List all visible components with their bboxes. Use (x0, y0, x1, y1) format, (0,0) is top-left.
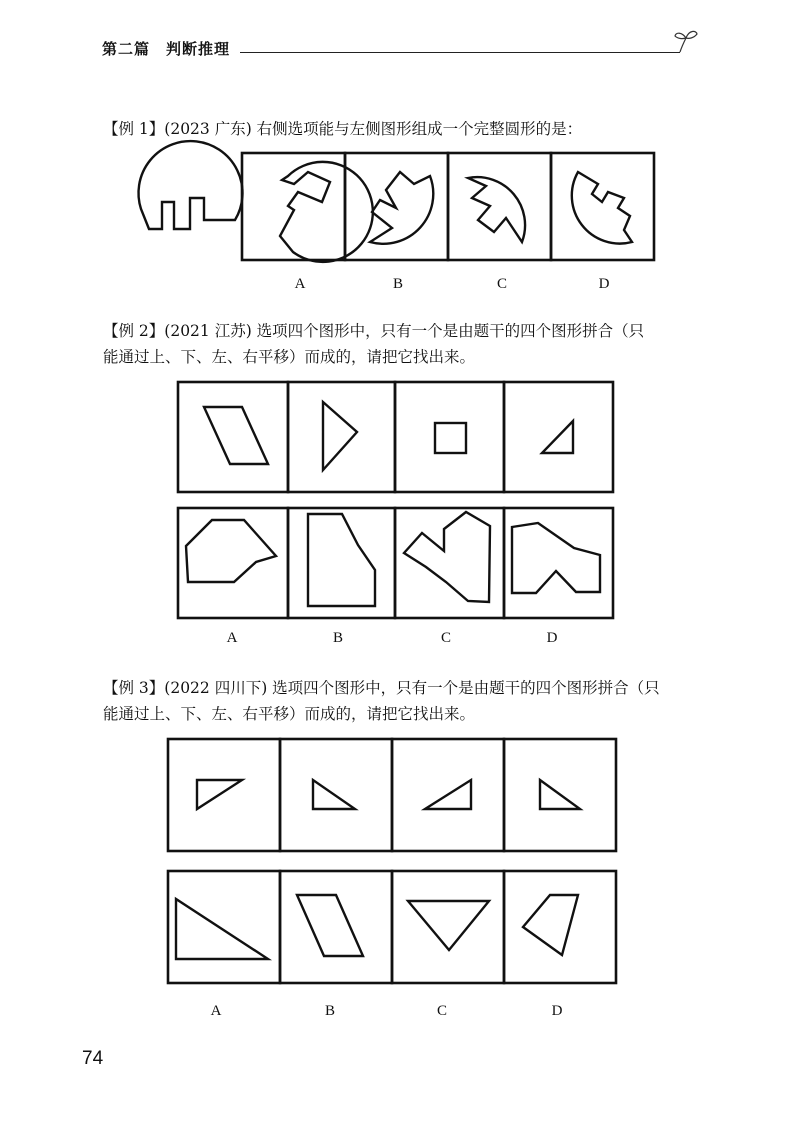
example-2-label-d: D (546, 630, 558, 646)
example-1-stem-shape (139, 141, 243, 229)
example-3-stem-triangle-2 (313, 780, 355, 809)
example-3-option-c-shape (408, 901, 489, 950)
example-2-stem-small-triangle (542, 421, 573, 453)
example-2-stem-triangle (323, 402, 357, 470)
example-3-label-c: C (436, 1003, 447, 1019)
example-3-stem-box-1 (168, 739, 280, 851)
example-2-stem-box-2 (288, 382, 395, 492)
example-2-label-b: B (332, 630, 343, 646)
example-3-option-box-d (504, 871, 616, 983)
example-1-option-box-d (551, 153, 654, 260)
example-2-stem-parallelogram (204, 407, 268, 464)
example-2-option-a-shape (186, 520, 276, 582)
header-rule (240, 52, 680, 53)
example-1-label-b: B (392, 276, 403, 292)
example-2-label-c: C (440, 630, 451, 646)
example-1-option-box-c (448, 153, 551, 260)
example-3-option-box-b (280, 871, 392, 983)
example-2-option-box-d (504, 508, 613, 618)
sprout-icon (672, 28, 702, 56)
example-2-question-line-1: 【例 2】(2021 江苏) 选项四个图形中，只有一个是由题干的四个图形拼合（只 (103, 322, 645, 340)
example-3-option-b-shape (297, 895, 363, 956)
example-3-option-a-shape (176, 899, 268, 959)
example-3-question-line-2: 能通过上、下、左、右平移）而成的，请把它找出来。 (103, 705, 476, 723)
example-1-label-c: C (496, 276, 507, 292)
example-3-label-b: B (324, 1003, 335, 1019)
example-3-stem-triangle-1 (197, 780, 242, 809)
example-3-label-d: D (551, 1003, 563, 1019)
example-2-option-box-b (288, 508, 395, 618)
example-1-figure (130, 150, 670, 270)
example-1-question: 【例 1】(2023 广东) 右侧选项能与左侧图形组成一个完整圆形的是： (103, 120, 583, 138)
running-header-title: 第二篇 判断推理 (102, 40, 231, 58)
example-3-label-a: A (210, 1003, 222, 1019)
page-number: 74 (82, 1048, 104, 1069)
example-3-option-box-c (392, 871, 504, 983)
example-1-option-a-shape (280, 162, 373, 262)
example-1-label-d: D (598, 276, 610, 292)
example-2-stem-box-3 (395, 382, 504, 492)
example-2-stem-square (435, 423, 466, 453)
example-3-stem-triangle-4 (540, 780, 580, 809)
example-2-option-b-shape (308, 514, 375, 606)
example-2-option-c-shape (404, 512, 490, 602)
example-3-option-box-a (168, 871, 280, 983)
example-3-option-d-shape (523, 895, 578, 955)
example-3-question-line-1: 【例 3】(2022 四川下) 选项四个图形中，只有一个是由题干的四个图形拼合（只 (103, 679, 660, 697)
example-1-option-c-shape (468, 177, 525, 242)
example-1-label-a: A (294, 276, 306, 292)
example-2-label-a: A (226, 630, 238, 646)
example-2-figure (176, 380, 616, 620)
example-3-figure (166, 737, 622, 1001)
example-2-option-box-a (178, 508, 288, 618)
example-2-option-d-shape (512, 523, 600, 593)
example-1-option-d-shape (572, 172, 632, 244)
example-3-stem-triangle-3 (425, 780, 471, 809)
example-2-stem-box-1 (178, 382, 288, 492)
example-2-question-line-2: 能通过上、下、左、右平移）而成的，请把它找出来。 (103, 348, 476, 366)
example-1-option-b-shape (370, 172, 433, 244)
example-1-option-box-a (242, 153, 345, 260)
